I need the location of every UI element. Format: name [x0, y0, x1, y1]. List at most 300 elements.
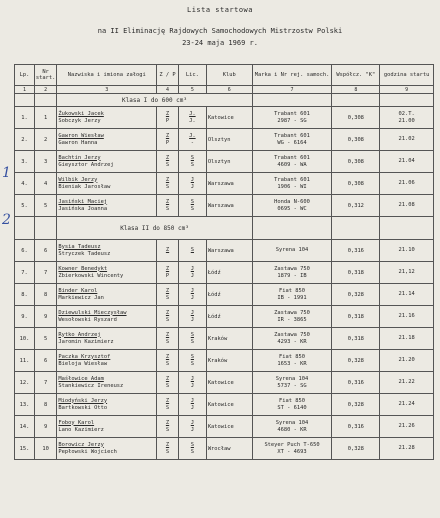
licence-cell-line2: J — [190, 316, 194, 323]
start-number-cell: 7 — [34, 262, 56, 284]
start-time-cell-line1: 21.10 — [398, 247, 415, 253]
column-number: 3 — [57, 86, 157, 94]
lp-cell: 12. — [15, 372, 35, 394]
car-cell-line2: 2987 - SG — [277, 117, 307, 124]
start-number-cell: 6 — [34, 350, 56, 372]
licence-cell-line1: S — [190, 441, 194, 448]
start-time-cell-line1: 21.02 — [398, 136, 415, 142]
column-number: 5 — [178, 86, 206, 94]
zp-cell — [157, 240, 179, 262]
licence-cell-line2: J — [190, 183, 194, 190]
start-time-cell — [380, 173, 434, 195]
start-list-table — [14, 64, 434, 460]
car-cell-line1: Steyer Puch T-650 — [264, 441, 320, 448]
zp-cell-line1: Z — [165, 198, 170, 205]
column-number: 6 — [206, 86, 252, 94]
car-cell-line2: XT - 4693 — [277, 448, 307, 455]
licence-cell-line1: J — [190, 287, 194, 294]
start-number-cell: 1 — [34, 107, 56, 129]
coefficient-cell: 0,308 — [332, 151, 380, 173]
start-time-cell-line1: 21.24 — [398, 401, 415, 407]
coefficient-cell: 0,328 — [332, 350, 380, 372]
licence-cell — [178, 195, 206, 217]
car-cell — [252, 438, 332, 460]
start-number-cell: 8 — [34, 284, 56, 306]
lp-cell: 3. — [15, 151, 35, 173]
column-header: Nazwiska i imiona załogi — [57, 65, 157, 86]
coefficient-cell: 0,316 — [332, 416, 380, 438]
start-number-cell: 5 — [34, 328, 56, 350]
start-time-cell — [380, 195, 434, 217]
licence-cell-line2: J — [190, 404, 194, 411]
margin-mark-2: 2 — [2, 212, 11, 228]
car-cell — [252, 107, 332, 129]
zp-cell-line1: Z — [165, 110, 170, 117]
crew-names-cell-line1: Paczka Krzysztof — [58, 353, 111, 360]
licence-cell-line2: S — [190, 448, 194, 455]
crew-names-cell-line2: Jasińska Joanna — [58, 205, 108, 212]
table-row — [15, 306, 434, 328]
empty-cell — [15, 217, 35, 240]
doc-title: Lista startowa — [186, 6, 253, 14]
club-cell: Olsztyn — [206, 129, 252, 151]
crew-names-cell — [57, 372, 157, 394]
car-cell — [252, 394, 332, 416]
licence-cell-line1: S — [190, 353, 194, 360]
zp-cell-line1: Z — [165, 247, 170, 253]
licence-cell-line1: S — [190, 154, 194, 161]
crew-names-cell-line2: Wesołowski Ryszard — [58, 316, 117, 323]
empty-cell — [34, 94, 56, 107]
car-cell-line1: Honda N-600 — [274, 198, 310, 205]
zp-cell — [157, 394, 179, 416]
coefficient-cell: 0,328 — [332, 284, 380, 306]
class-label: Klasa II do 850 cm³ — [57, 217, 252, 240]
car-cell — [252, 129, 332, 151]
zp-cell — [157, 195, 179, 217]
licence-cell-line2: J — [190, 382, 194, 389]
coefficient-cell: 0,308 — [332, 107, 380, 129]
zp-cell-line1: Z — [165, 154, 170, 161]
column-header: Nr start. — [34, 65, 56, 86]
zp-cell-line2: P — [165, 272, 170, 279]
car-cell-line1: Fiat 850 — [279, 397, 306, 404]
crew-names-cell-line1: Dziewulski Mieczysław — [58, 309, 127, 316]
licence-cell-line1: J — [190, 265, 194, 272]
club-cell: Katowice — [206, 394, 252, 416]
start-number-cell: 9 — [34, 306, 56, 328]
margin-mark-1: 1 — [2, 165, 11, 181]
car-cell — [252, 350, 332, 372]
coefficient-cell: 0,318 — [332, 262, 380, 284]
zp-cell-line1: Z — [165, 132, 170, 139]
licence-cell — [178, 284, 206, 306]
crew-names-cell-line1: Bachtin Jerzy — [58, 154, 101, 161]
zp-cell — [157, 438, 179, 460]
zp-cell — [157, 284, 179, 306]
crew-names-cell-line1: Borowicz Jerzy — [58, 441, 104, 448]
crew-names-cell — [57, 262, 157, 284]
zp-cell — [157, 416, 179, 438]
car-cell-line1: Fiat 850 — [279, 353, 306, 360]
licence-cell — [178, 372, 206, 394]
start-time-cell — [380, 328, 434, 350]
car-cell-line2: 1653 - KR — [277, 360, 307, 367]
start-time-cell — [380, 438, 434, 460]
zp-cell-line1: Z — [165, 309, 170, 316]
car-cell-line1: Syrena 104 — [275, 419, 309, 426]
start-time-cell — [380, 350, 434, 372]
car-cell-line1: Trabant 601 — [274, 176, 310, 183]
licence-cell-line1: J. — [189, 110, 196, 117]
licence-cell — [178, 306, 206, 328]
crew-names-cell — [57, 350, 157, 372]
car-cell — [252, 328, 332, 350]
club-cell: Katowice — [206, 107, 252, 129]
crew-names-cell-line1: Bysia Tadeusz — [58, 243, 101, 250]
zp-cell-line2: S — [165, 404, 170, 411]
club-cell: Warszawa — [206, 195, 252, 217]
car-cell-line2: 4609 - WA — [277, 161, 307, 168]
crew-names-cell-line2: Bieniak Jarosław — [58, 183, 111, 190]
crew-names-cell-line2: Bieloja Wiesław — [58, 360, 108, 367]
zp-cell-line1: Z — [165, 441, 170, 448]
licence-cell — [178, 438, 206, 460]
car-cell — [252, 151, 332, 173]
class-header-row — [15, 217, 434, 240]
table-row — [15, 372, 434, 394]
zp-cell — [157, 372, 179, 394]
car-cell-line2: 5737 - SG — [277, 382, 307, 389]
crew-names-cell-line2: Jaromin Kazimierz — [58, 338, 114, 345]
start-time-cell-line1: 21.28 — [398, 445, 415, 451]
crew-names-cell-line1: Żukowski Jacek — [58, 110, 104, 117]
class-label: Klasa I do 600 cm³ — [57, 94, 252, 107]
column-header: godzina startu — [380, 65, 434, 86]
lp-cell: 6. — [15, 240, 35, 262]
start-number-cell: 9 — [34, 416, 56, 438]
start-time-cell-line1: 21.08 — [398, 202, 415, 208]
licence-cell-line2: J — [190, 294, 194, 301]
zp-cell-line1: Z — [165, 419, 170, 426]
empty-cell — [380, 94, 434, 107]
coefficient-cell: 0,328 — [332, 394, 380, 416]
doc-subtitle: na II Eliminację Rajdowych Samochodowych Mistrzostw Polski — [97, 27, 343, 35]
coefficient-cell: 0,308 — [332, 173, 380, 195]
zp-cell-line1: Z — [165, 375, 170, 382]
licence-cell — [178, 394, 206, 416]
crew-names-cell — [57, 284, 157, 306]
zp-cell-line2: S — [165, 426, 170, 433]
zp-cell-line2: S — [165, 316, 170, 323]
club-cell: Katowice — [206, 416, 252, 438]
start-time-cell-line1: 21.16 — [398, 313, 415, 319]
start-time-cell-line1: 21.18 — [398, 335, 415, 341]
licence-cell-line2: S — [190, 161, 194, 168]
start-time-cell — [380, 416, 434, 438]
lp-cell: 7. — [15, 262, 35, 284]
licence-cell — [178, 173, 206, 195]
car-cell-line2: WG - 6164 — [277, 139, 307, 146]
zp-cell-line2: S — [165, 205, 170, 212]
crew-names-cell-line2: Stryczek Tadeusz — [58, 250, 111, 257]
column-header: Lp. — [15, 65, 35, 86]
column-header: Współcz. "K" — [332, 65, 380, 86]
club-cell: Kraków — [206, 350, 252, 372]
crew-names-cell-line1: Rytko Andrzej — [58, 331, 101, 338]
club-cell: Wrocław — [206, 438, 252, 460]
car-cell-line2: 4680 - KR — [277, 426, 307, 433]
start-time-cell-line2: 21.00 — [398, 117, 415, 124]
zp-cell-line2: P — [165, 139, 170, 146]
licence-cell-line1: J. — [189, 132, 196, 139]
start-number-cell: 4 — [34, 173, 56, 195]
start-time-cell — [380, 372, 434, 394]
start-time-cell — [380, 306, 434, 328]
coefficient-cell: 0,318 — [332, 306, 380, 328]
licence-cell-line1: J — [190, 309, 194, 316]
crew-names-cell-line1: Jasiński Maciej — [58, 198, 108, 205]
licence-cell-line1: J — [190, 397, 194, 404]
start-time-cell-line1: 21.04 — [398, 158, 415, 164]
car-cell — [252, 173, 332, 195]
licence-cell-line2: S — [190, 338, 194, 345]
crew-names-cell — [57, 107, 157, 129]
crew-names-cell-line2: Lano Kazimierz — [58, 426, 104, 433]
column-header: Klub — [206, 65, 252, 86]
column-number: 7 — [252, 86, 332, 94]
start-time-cell-line1: 02.T. — [398, 110, 415, 117]
start-time-cell — [380, 107, 434, 129]
licence-cell — [178, 328, 206, 350]
table-row — [15, 394, 434, 416]
car-cell — [252, 372, 332, 394]
column-header: Lic. — [178, 65, 206, 86]
lp-cell: 14. — [15, 416, 35, 438]
car-cell-line1: Trabant 601 — [274, 110, 310, 117]
start-time-cell — [380, 151, 434, 173]
crew-names-cell — [57, 173, 157, 195]
crew-names-cell — [57, 394, 157, 416]
licence-cell-line2: - — [190, 139, 194, 146]
car-cell — [252, 195, 332, 217]
coefficient-cell: 0,318 — [332, 328, 380, 350]
crew-names-cell-line1: Maśłowice Adam — [58, 375, 104, 382]
empty-cell — [332, 94, 380, 107]
licence-cell-line1: J — [190, 176, 194, 183]
lp-cell: 15. — [15, 438, 35, 460]
crew-names-cell — [57, 195, 157, 217]
licence-cell-line1: J — [190, 419, 194, 426]
car-cell-line1: Syrena 104 — [275, 247, 309, 253]
licence-cell-line2: J. — [189, 117, 196, 124]
club-cell: Warszawa — [206, 173, 252, 195]
zp-cell — [157, 173, 179, 195]
car-cell-line1: Zastawa 750 — [274, 331, 310, 338]
start-time-cell — [380, 240, 434, 262]
empty-cell — [252, 217, 332, 240]
table-row — [15, 173, 434, 195]
doc-date: 23-24 maja 1969 r. — [182, 39, 258, 47]
column-header: Marka i Nr rej. samoch. — [252, 65, 332, 86]
car-cell-line1: Syrena 104 — [275, 375, 309, 382]
zp-cell-line1: Z — [165, 397, 170, 404]
zp-cell — [157, 306, 179, 328]
club-cell: Warszawa — [206, 240, 252, 262]
empty-cell — [332, 217, 380, 240]
crew-names-cell-line1: Foboy Karol — [58, 419, 95, 426]
licence-cell-line1: S — [190, 331, 194, 338]
crew-names-cell — [57, 328, 157, 350]
zp-cell — [157, 151, 179, 173]
crew-names-cell — [57, 240, 157, 262]
licence-cell — [178, 350, 206, 372]
club-cell: Olsztyn — [206, 151, 252, 173]
licence-cell-line2: S — [190, 360, 194, 367]
start-number-cell: 7 — [34, 372, 56, 394]
zp-cell-line1: Z — [165, 353, 170, 360]
lp-cell: 2. — [15, 129, 35, 151]
zp-cell-line1: Z — [165, 265, 170, 272]
start-time-cell — [380, 129, 434, 151]
lp-cell: 1. — [15, 107, 35, 129]
column-number: 9 — [380, 86, 434, 94]
start-time-cell-line1: 21,12 — [398, 269, 415, 275]
car-cell-line2: 1879 - IB — [277, 272, 307, 279]
car-cell-line2: 0695 - WC — [277, 205, 307, 212]
car-cell-line1: Trabant 601 — [274, 154, 310, 161]
zp-cell-line2: S — [165, 294, 170, 301]
lp-cell: 4. — [15, 173, 35, 195]
licence-cell — [178, 151, 206, 173]
start-number-cell: 10 — [34, 438, 56, 460]
club-cell: Kraków — [206, 328, 252, 350]
table-row — [15, 262, 434, 284]
empty-cell — [15, 94, 35, 107]
crew-names-cell — [57, 306, 157, 328]
start-time-cell-line1: 21.22 — [398, 379, 415, 385]
coefficient-cell: 0,316 — [332, 240, 380, 262]
zp-cell-line2: S — [165, 161, 170, 168]
crew-names-cell-line2: Sobczyk Jerzy — [58, 117, 101, 124]
licence-cell-line2: S — [190, 205, 194, 212]
licence-cell — [178, 240, 206, 262]
crew-names-cell — [57, 416, 157, 438]
empty-cell — [34, 217, 56, 240]
table-row — [15, 240, 434, 262]
column-number: 1 — [15, 86, 35, 94]
lp-cell: 5. — [15, 195, 35, 217]
zp-cell — [157, 350, 179, 372]
club-cell: Łódź — [206, 306, 252, 328]
car-cell-line1: Fiat 850 — [279, 287, 306, 294]
car-cell-line1: Trabant 601 — [274, 132, 310, 139]
zp-cell — [157, 107, 179, 129]
column-number: 4 — [157, 86, 179, 94]
zp-cell-line2: S — [165, 183, 170, 190]
start-number-cell: 8 — [34, 394, 56, 416]
licence-cell-line2: J — [190, 272, 194, 279]
column-number: 2 — [34, 86, 56, 94]
crew-names-cell-line1: Gawron Wiesław — [58, 132, 104, 139]
start-time-cell-line1: 21.14 — [398, 291, 415, 297]
start-time-cell-line1: 21.20 — [398, 357, 415, 363]
crew-names-cell-line2: Gieysztor Andrzej — [58, 161, 114, 168]
table-row — [15, 416, 434, 438]
licence-cell — [178, 262, 206, 284]
start-time-cell — [380, 284, 434, 306]
empty-cell — [252, 94, 332, 107]
zp-cell-line1: Z — [165, 176, 170, 183]
lp-cell: 10. — [15, 328, 35, 350]
empty-cell — [380, 217, 434, 240]
start-time-cell-line1: 21.06 — [398, 180, 415, 186]
zp-cell-line2: P — [165, 117, 170, 124]
crew-names-cell — [57, 438, 157, 460]
zp-cell-line1: Z — [165, 331, 170, 338]
table-row — [15, 129, 434, 151]
licence-cell-line1: S — [190, 247, 194, 253]
car-cell — [252, 240, 332, 262]
table-row — [15, 151, 434, 173]
table-row — [15, 438, 434, 460]
licence-cell-line1: S — [190, 198, 194, 205]
start-time-cell — [380, 262, 434, 284]
licence-cell — [178, 107, 206, 129]
car-cell-line1: Zastawa 750 — [274, 265, 310, 272]
start-number-cell: 3 — [34, 151, 56, 173]
licence-cell — [178, 416, 206, 438]
licence-cell-line2: J — [190, 426, 194, 433]
zp-cell — [157, 262, 179, 284]
zp-cell — [157, 328, 179, 350]
crew-names-cell-line1: Binder Karol — [58, 287, 98, 294]
column-number: 8 — [332, 86, 380, 94]
lp-cell: 13. — [15, 394, 35, 416]
zp-cell-line2: S — [165, 448, 170, 455]
zp-cell-line1: Z — [165, 287, 170, 294]
start-number-cell: 2 — [34, 129, 56, 151]
licence-cell — [178, 129, 206, 151]
car-cell-line2: 4293 - KR — [277, 338, 307, 345]
lp-cell: 8. — [15, 284, 35, 306]
crew-names-cell — [57, 129, 157, 151]
crew-names-cell-line2: Zbierkowski Wincenty — [58, 272, 124, 279]
coefficient-cell: 0,308 — [332, 129, 380, 151]
car-cell-line1: Zastawa 750 — [274, 309, 310, 316]
crew-names-cell-line1: Kowner Benedykt — [58, 265, 108, 272]
table-row — [15, 350, 434, 372]
zp-cell-line2: S — [165, 338, 170, 345]
car-cell-line2: ST - 6140 — [277, 404, 307, 411]
coefficient-cell: 0,312 — [332, 195, 380, 217]
crew-names-cell-line2: Bartkowski Otto — [58, 404, 108, 411]
club-cell: Katowice — [206, 372, 252, 394]
coefficient-cell: 0,328 — [332, 438, 380, 460]
car-cell-line2: IB - 1991 — [277, 294, 307, 301]
start-number-cell: 6 — [34, 240, 56, 262]
crew-names-cell-line1: Miodyński Jerzy — [58, 397, 108, 404]
table-row — [15, 328, 434, 350]
car-cell — [252, 416, 332, 438]
crew-names-cell-line2: Gawron Hanna — [58, 139, 98, 146]
car-cell-line2: 1906 - WI — [277, 183, 307, 190]
table-row — [15, 107, 434, 129]
crew-names-cell-line1: Wilbik Jerzy — [58, 176, 98, 183]
table-row — [15, 195, 434, 217]
start-time-cell-line1: 21.26 — [398, 423, 415, 429]
club-cell: Łódź — [206, 284, 252, 306]
